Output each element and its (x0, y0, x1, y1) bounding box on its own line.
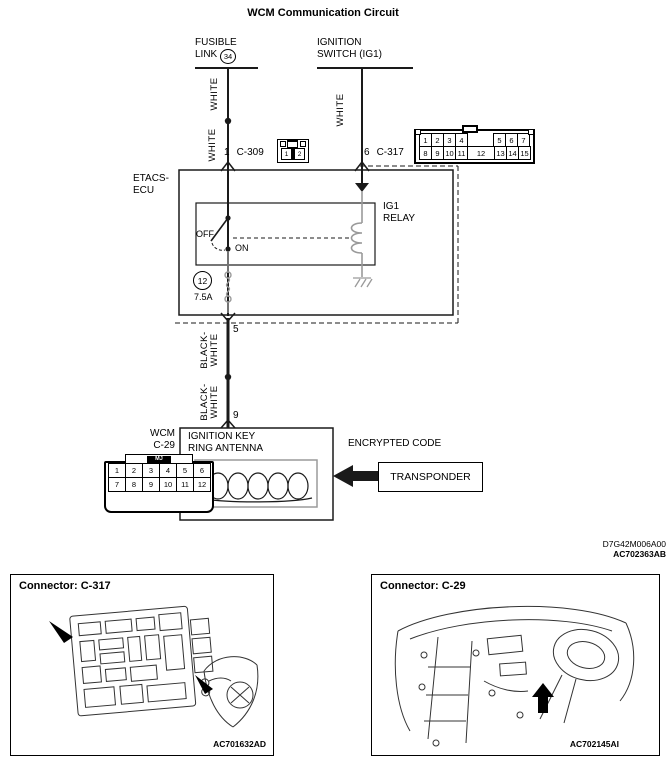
dashboard-sketch (395, 606, 633, 746)
pin-cell: 1 (108, 463, 126, 478)
ignition-switch-line1: IGNITION (317, 37, 362, 48)
ignition-switch-line2: SWITCH (IG1) (317, 48, 382, 60)
wcm-label: WCM C-29 (150, 428, 175, 451)
c317-location-illustration (19, 599, 269, 747)
switch-on-label: ON (235, 243, 249, 253)
c309-pin-label (224, 147, 264, 158)
c29-tab-label: MJ (147, 456, 171, 463)
c317-gap (467, 133, 493, 147)
ig1-relay-label: IG1 RELAY (383, 201, 416, 224)
inset-c317-code: AC701632AD (213, 739, 266, 749)
connector-name: C-309 (236, 147, 264, 158)
encrypted-code-label: ENCRYPTED CODE (348, 438, 442, 449)
c309-pin-cells (281, 148, 304, 160)
pin-cell: 4 (159, 463, 177, 478)
inset-c29-title: Connector: C-29 (380, 580, 466, 592)
pin-cell: 1 (281, 148, 292, 160)
pin-cell: 8 (419, 146, 432, 160)
pin-cell: 8 (125, 477, 143, 492)
wire-color-white-2: WHITE (207, 128, 218, 162)
c317-pin-diagram (414, 129, 535, 164)
inset-c317-title: Connector: C-317 (19, 580, 111, 592)
etacs-out-pin: 5 (233, 324, 239, 335)
c29-row-1 (108, 463, 210, 478)
c317-notch-left (415, 129, 421, 135)
inset-connector-c317 (10, 574, 274, 756)
c309-connector-icon (277, 139, 309, 163)
pin-cell: 14 (506, 146, 519, 160)
fusible-link-label (195, 37, 237, 64)
c317-notch-right (528, 129, 534, 135)
fuse-rating-label: 7.5A (194, 292, 213, 302)
connector-name: C-317 (376, 147, 404, 158)
c29-row-2 (108, 477, 210, 492)
relay-switch (211, 215, 351, 251)
pin-cell: 12 (193, 477, 211, 492)
etacs-ecu-label: ETACS- ECU (133, 173, 169, 196)
pin-cell: 11 (176, 477, 194, 492)
etacs-ecu-outline (175, 166, 458, 323)
pin-cell: 7 (517, 133, 530, 147)
ground-symbol (353, 278, 372, 287)
pin-cell: 6 (193, 463, 211, 478)
crossing-arrows (221, 162, 369, 428)
pin-cell: 10 (443, 146, 456, 160)
diode-symbol (355, 183, 369, 192)
pin-cell: 3 (443, 133, 456, 147)
doc-number-2: AC702363AB (613, 549, 666, 559)
antenna-label: IGNITION KEY RING ANTENNA (188, 431, 264, 454)
wire-color-black-white-1: BLACK- WHITE (199, 331, 220, 369)
location-arrow (49, 621, 73, 643)
pin-cell: 3 (142, 463, 160, 478)
wire-color-white-3: WHITE (335, 93, 346, 127)
wcm-in-pin: 9 (233, 410, 239, 421)
c29-location-illustration (380, 597, 652, 749)
doc-numbers (480, 539, 666, 559)
pin-cell: 2 (431, 133, 444, 147)
junction-block-sketch (70, 604, 216, 716)
pin-cell: 2 (294, 148, 305, 160)
page-title: WCM Communication Circuit (247, 7, 399, 19)
doc-number-1: D7G42M006A00 (602, 539, 666, 549)
ignition-switch-label (317, 37, 382, 60)
c317-top-tab (462, 125, 478, 133)
encrypted-code-arrow (333, 465, 378, 487)
pin-cell: 4 (455, 133, 468, 147)
wire-color-white-1: WHITE (209, 77, 220, 111)
wire-color-black-white-2: BLACK- WHITE (199, 383, 220, 421)
c309-tab-right (300, 141, 306, 147)
c317-row-1 (419, 133, 530, 147)
pin-cell: 15 (518, 146, 531, 160)
c309-tab-left (280, 141, 286, 147)
relay-coil-branch (352, 192, 363, 277)
fusible-link-line1: FUSIBLE (195, 37, 237, 48)
c317-row-2 (419, 146, 530, 160)
pin-cell: 2 (125, 463, 143, 478)
c309-tab-center (287, 140, 298, 148)
pin-cell: 5 (176, 463, 194, 478)
fuse-number-badge: 12 (193, 271, 212, 290)
antenna-coil (204, 473, 312, 502)
fusible-link-number: 34 (220, 49, 236, 64)
pin-cell: 9 (431, 146, 444, 160)
c29-top-tab (125, 454, 193, 463)
pin-cell: 1 (419, 133, 432, 147)
pin-cell: 6 (505, 133, 518, 147)
pin-number: 1 (224, 147, 230, 158)
location-arrow-2 (195, 675, 213, 694)
pin-cell: 10 (159, 477, 177, 492)
inset-c29-code: AC702145AI (569, 739, 619, 749)
c317-pin-label (364, 147, 404, 158)
pin-cell: 5 (493, 133, 506, 147)
pin-cell: 13 (494, 146, 507, 160)
pin-cell: 9 (142, 477, 160, 492)
switch-off-label: OFF (196, 229, 214, 239)
pin-number: 6 (364, 147, 370, 158)
transponder-box: TRANSPONDER (378, 462, 483, 492)
fuse-symbol (225, 251, 231, 313)
c29-pin-diagram (104, 456, 214, 513)
fusible-link-line2: LINK 34 (195, 49, 237, 64)
pin-cell: 7 (108, 477, 126, 492)
pin-cell: 12 (467, 146, 495, 160)
inset-connector-c29 (371, 574, 660, 756)
pin-cell: 11 (455, 146, 468, 160)
